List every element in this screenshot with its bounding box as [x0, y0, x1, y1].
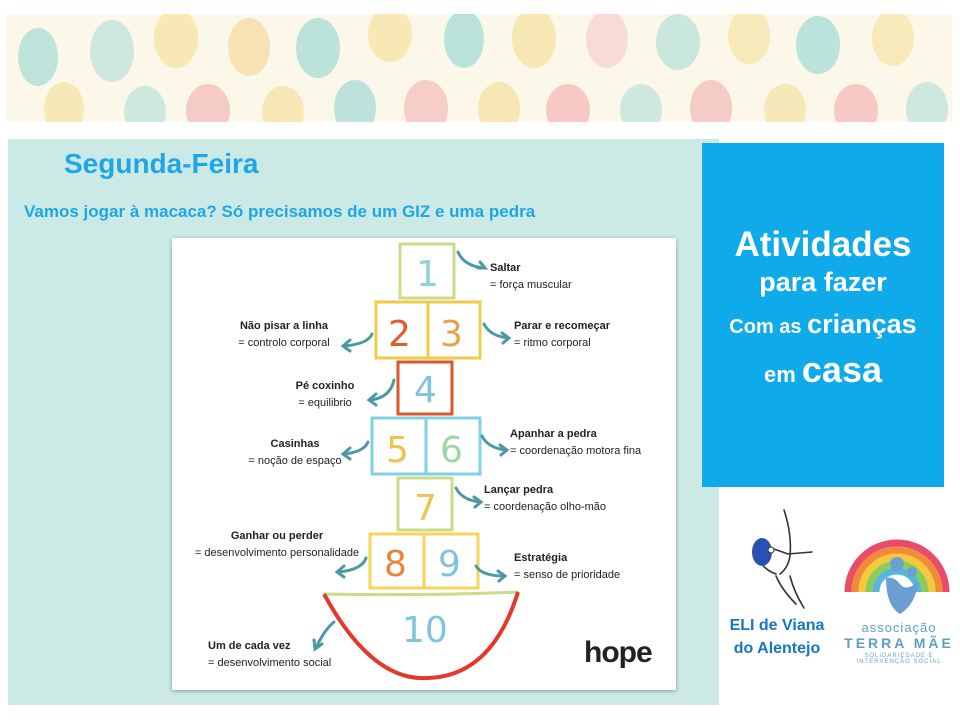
arrow-saltar — [458, 252, 484, 268]
arrow-head — [478, 262, 485, 268]
label-lancar — [484, 482, 606, 516]
label-title: Casinhas — [270, 438, 320, 450]
number-5: 5 — [386, 430, 409, 471]
label-desc: = equilibrio — [298, 397, 352, 409]
label-desc: = desenvolvimento personalidade — [194, 547, 360, 559]
association-line-3: SOLIDARIEDADE E INTERVENÇÃO SOCIAL — [856, 653, 942, 665]
label-desc: = noção de espaço — [248, 455, 342, 467]
promo-box — [702, 143, 944, 487]
label-desc: = ritmo corporal — [514, 337, 591, 349]
number-8: 8 — [384, 544, 407, 585]
pastel-dot — [18, 28, 58, 86]
activity-subtitle: Vamos jogar à macaca? Só precisamos de um GIZ e uma pedra — [24, 202, 536, 221]
promo-line-1: Atividades — [734, 225, 912, 264]
rainbow-logo-icon — [842, 512, 952, 616]
promo-line-4-small: em — [763, 362, 796, 387]
pastel-dot — [368, 14, 412, 62]
association-caption — [838, 620, 960, 665]
eli-caption — [712, 614, 842, 660]
pastel-dot — [586, 14, 628, 68]
decorative-banner — [6, 14, 952, 122]
label-parar — [514, 318, 610, 352]
label-title: Parar e recomeçar — [514, 320, 611, 332]
eli-line-2: do Alentejo — [733, 640, 821, 657]
promo-line-3-big: crianças — [807, 309, 917, 339]
pastel-dot — [764, 84, 806, 122]
bird-drawing-icon — [740, 504, 824, 614]
label-desc: = força muscular — [490, 279, 572, 291]
label-desc: = coordenação olho-mão — [484, 501, 606, 513]
label-estrategia — [514, 550, 620, 584]
hope-logo: hope — [584, 636, 652, 669]
promo-line-3-small: Com as — [729, 316, 802, 338]
number-3: 3 — [440, 314, 463, 355]
label-title: Apanhar a pedra — [510, 428, 597, 440]
promo-line-3 — [702, 309, 944, 340]
eli-line-1: ELI de Viana — [729, 617, 825, 634]
pastel-dot — [44, 82, 84, 122]
pastel-dot — [262, 86, 304, 122]
label-title: Pé coxinho — [295, 380, 355, 392]
pastel-dot — [796, 16, 840, 74]
label-ganhar — [186, 528, 368, 562]
pastel-dot — [656, 14, 700, 70]
association-line-2: TERRA MÃE — [844, 635, 954, 651]
promo-line-2: para fazer — [759, 267, 887, 297]
pastel-dot — [124, 86, 166, 122]
label-desc: = controlo corporal — [238, 337, 330, 349]
label-desc: = desenvolvimento social — [208, 657, 332, 669]
pastel-dot — [404, 80, 448, 122]
pastel-dot — [296, 18, 340, 78]
pastel-dot — [512, 14, 556, 68]
pastel-dot — [478, 82, 520, 122]
label-title: Estratégia — [514, 552, 568, 564]
pastel-dot — [546, 84, 590, 122]
label-desc: = coordenação motora fina — [510, 445, 642, 457]
promo-line-4 — [702, 349, 944, 391]
label-title: Saltar — [490, 262, 521, 274]
label-apanhar — [510, 426, 641, 460]
label-pe-coxinho — [272, 378, 378, 412]
number-10: 10 — [402, 610, 448, 651]
pastel-dot — [834, 84, 878, 122]
label-um-de-cada-vez — [208, 638, 331, 672]
pastel-dot — [90, 20, 134, 82]
label-casinhas — [234, 436, 356, 470]
label-desc: = senso de prioridade — [514, 569, 621, 581]
pastel-dot — [228, 18, 270, 76]
number-2: 2 — [388, 314, 411, 355]
pastel-dot — [620, 84, 662, 122]
pastel-dot — [334, 80, 376, 122]
label-saltar — [490, 260, 572, 294]
hopscotch-infographic — [172, 238, 676, 690]
pastel-dot — [186, 84, 230, 122]
number-9: 9 — [438, 544, 461, 585]
label-title: Lançar pedra — [484, 484, 554, 496]
pastel-dot — [154, 14, 198, 68]
bowl-top-line — [324, 592, 518, 595]
pastel-dot — [906, 82, 948, 122]
pastel-dot — [728, 14, 770, 64]
label-title: Ganhar ou perder — [230, 530, 324, 542]
logo-head — [890, 557, 904, 571]
promo-line-4-big: casa — [801, 349, 882, 390]
pastel-dot — [690, 80, 732, 122]
pastel-dot — [444, 14, 484, 68]
day-title: Segunda-Feira — [64, 148, 259, 179]
number-6: 6 — [440, 430, 463, 471]
association-line-1: associação — [861, 620, 937, 635]
pastel-dot — [872, 14, 914, 66]
number-7: 7 — [414, 488, 437, 529]
number-1: 1 — [416, 254, 439, 295]
number-4: 4 — [414, 370, 437, 411]
label-title: Um de cada vez — [208, 640, 291, 652]
label-title: Não pisar a linha — [239, 320, 329, 332]
label-nao-pisar — [216, 318, 352, 352]
logo-child-head — [907, 567, 917, 577]
